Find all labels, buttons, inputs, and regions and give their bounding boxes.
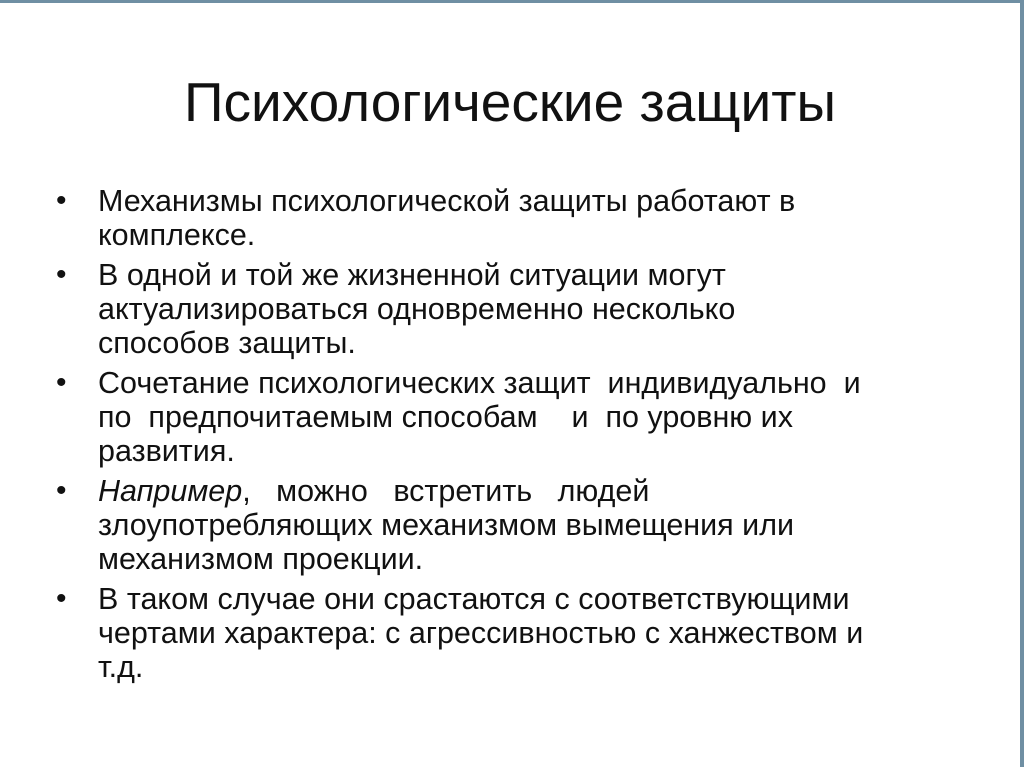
bullet-item-2 [56,258,971,360]
bullet-text [98,184,795,252]
slide-title: Психологические защиты [184,71,836,133]
bullet-line: злоупотребляющих механизмом вымещения или [98,508,795,542]
bullet-marker: • [56,474,67,507]
bullet-line: Механизмы психологической защиты работают в [98,184,796,218]
bullet-text [98,474,794,576]
bullet-line: чертами характера: с агрессивностью с ханжеством и [98,616,864,650]
bullet-line: по предпочитаемым способам и по уровню их [98,400,793,434]
bullet-line: В таком случае они срастаются с соответствующими [98,582,850,616]
bullet-line: комплексе. [98,218,256,252]
bullet-line: способов защиты. [98,326,356,360]
bullet-line: , можно встретить людей [242,474,650,508]
bullet-marker: • [56,366,67,399]
bullet-line: актуализироваться одновременно несколько [98,292,736,326]
bullet-marker: • [56,582,67,615]
bullet-italic-lead: Например [98,474,243,508]
bullet-line: механизмом проекции. [98,542,424,576]
bullet-item-5 [56,582,971,684]
bullet-text [98,258,735,360]
bullet-marker: • [56,258,67,291]
bullet-item-3 [56,366,971,468]
bullet-text [98,582,863,684]
bullet-line: Сочетание психологических защит индивидуально и [98,366,861,400]
bullet-line: т.д. [98,650,144,684]
bullet-item-4 [56,474,971,576]
bullet-marker: • [56,184,67,217]
bullet-line: В одной и той же жизненной ситуации могут [98,258,726,292]
bullet-item-1 [56,184,971,252]
bullet-text [98,366,861,468]
bullet-list [56,184,971,690]
bullet-line: развития. [98,434,235,468]
